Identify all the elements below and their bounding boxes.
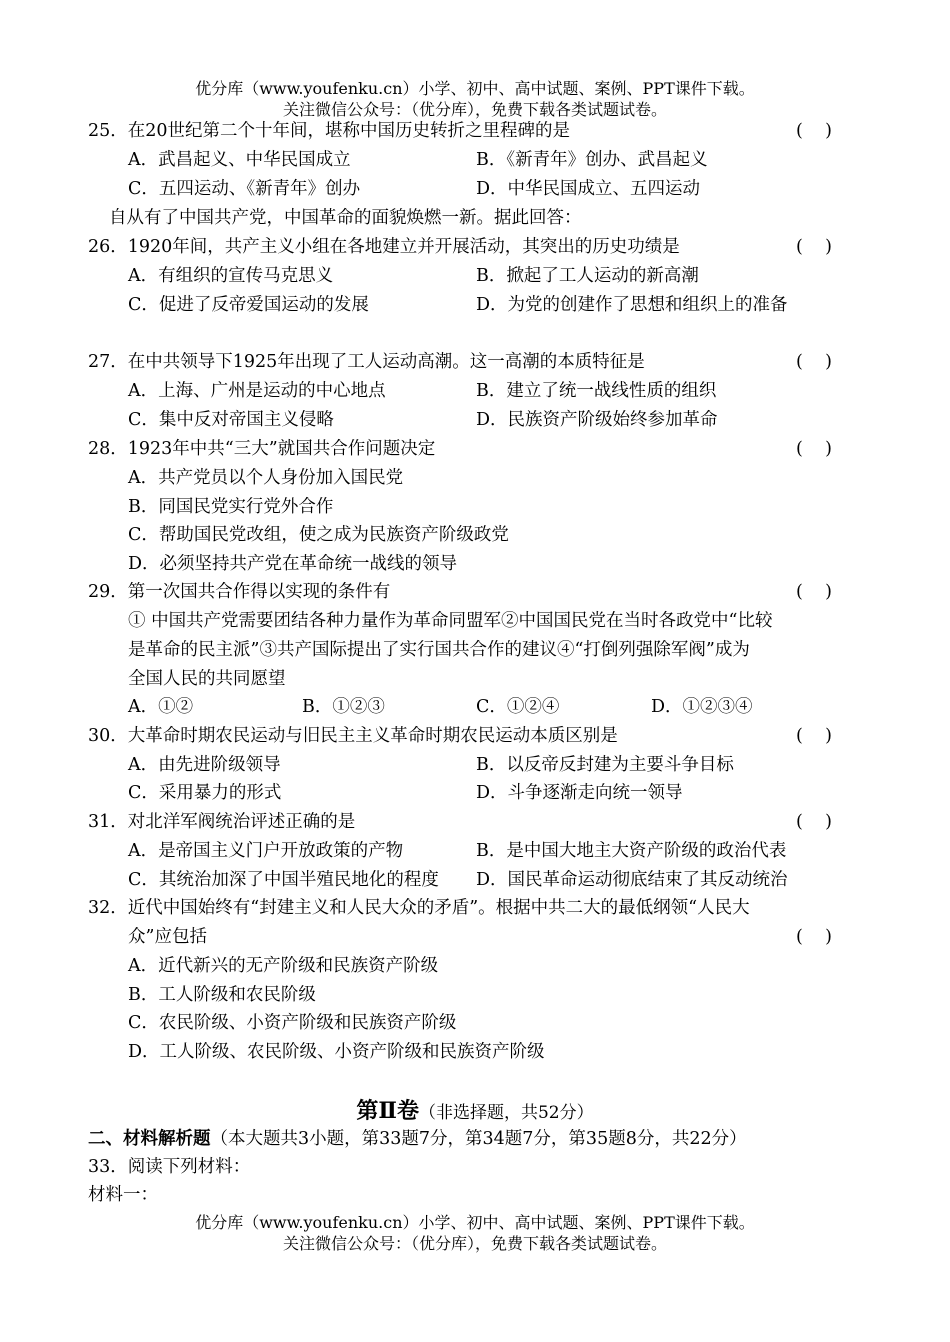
q32-stem-line-1: 32．近代中国始终有“封建主义和人民大众的矛盾”。根据中共二大的最低纲领“人民大 bbox=[88, 898, 750, 918]
q28-option-b: B．同国民党实行党外合作 bbox=[128, 497, 334, 517]
footer-line-1: 优分库（www.youfenku.cn）小学、初中、高中试题、案例、PPT课件下载。 bbox=[195, 1213, 755, 1232]
answer-paren: ( ) bbox=[796, 812, 832, 832]
q28-option-d: D．必须坚持共产党在革命统一战线的领导 bbox=[128, 554, 458, 574]
part-two-label: 第Ⅱ卷 bbox=[356, 1098, 419, 1124]
q31-stem: 31．对北洋军阀统治评述正确的是 bbox=[88, 812, 356, 832]
section-two-heading bbox=[88, 1125, 747, 1154]
page-header bbox=[0, 78, 950, 120]
part-two-subtitle: （非选择题，共52分） bbox=[418, 1103, 594, 1123]
q25-option-d: D．中华民国成立、五四运动 bbox=[476, 179, 701, 199]
answer-paren: ( ) bbox=[796, 439, 832, 459]
q26-stem: 26．1920年间，共产主义小组在各地建立并开展活动，其突出的历史功绩是 bbox=[88, 237, 680, 257]
q28-option-c: C．帮助国民党改组，使之成为民族资产阶级政党 bbox=[128, 525, 509, 545]
q29-condition-line-3: 全国人民的共同愿望 bbox=[128, 669, 286, 689]
q28-stem: 28．1923年中共“三大”就国共合作问题决定 bbox=[88, 439, 436, 459]
q30-option-b: B．以反帝反封建为主要斗争目标 bbox=[476, 755, 734, 775]
q28-option-a: A．共产党员以个人身份加入国民党 bbox=[128, 468, 404, 488]
q31-option-a: A．是帝国主义门户开放政策的产物 bbox=[128, 841, 404, 861]
section-two-label: 二、材料解析题 bbox=[88, 1129, 211, 1149]
q26-option-b: B．掀起了工人运动的新高潮 bbox=[476, 266, 699, 286]
answer-paren: ( ) bbox=[796, 121, 832, 141]
answer-paren: ( ) bbox=[796, 726, 832, 746]
answer-paren: ( ) bbox=[796, 352, 832, 372]
q32-option-d: D．工人阶级、农民阶级、小资产阶级和民族资产阶级 bbox=[128, 1042, 545, 1062]
q25-option-a: A．武昌起义、中华民国成立 bbox=[128, 150, 351, 170]
q31-option-d: D．国民革命运动彻底结束了其反动统治 bbox=[476, 870, 788, 890]
q27-option-b: B．建立了统一战线性质的组织 bbox=[476, 381, 717, 401]
page-footer bbox=[0, 1212, 950, 1254]
q29-stem: 29．第一次国共合作得以实现的条件有 bbox=[88, 582, 391, 602]
q29-option-b: B．①②③ bbox=[302, 697, 385, 717]
section-intro: 自从有了中国共产党，中国革命的面貌焕燃一新。据此回答： bbox=[109, 208, 582, 228]
header-line-2: 关注微信公众号：（优分库），免费下载各类试题试卷。 bbox=[282, 100, 667, 119]
q29-condition-line-2: 是革命的民主派”③共产国际提出了实行国共合作的建议④“打倒列强除军阀”成为 bbox=[128, 640, 750, 660]
q29-option-c: C．①②④ bbox=[476, 697, 560, 717]
q27-option-d: D．民族资产阶级始终参加革命 bbox=[476, 410, 718, 430]
q32-option-c: C．农民阶级、小资产阶级和民族资产阶级 bbox=[128, 1013, 457, 1033]
header-line-1: 优分库（www.youfenku.cn）小学、初中、高中试题、案例、PPT课件下载。 bbox=[195, 79, 755, 98]
answer-paren: ( ) bbox=[796, 927, 832, 947]
q25-stem: 25．在20世纪第二个十年间，堪称中国历史转折之里程碑的是 bbox=[88, 121, 571, 141]
q30-option-d: D．斗争逐渐走向统一领导 bbox=[476, 783, 683, 803]
q29-option-a: A．①② bbox=[128, 697, 194, 717]
q31-option-b: B．是中国大地主大资产阶级的政治代表 bbox=[476, 841, 787, 861]
answer-paren: ( ) bbox=[796, 237, 832, 257]
q25-option-b: B．《新青年》创办、武昌起义 bbox=[476, 150, 708, 170]
q30-option-a: A．由先进阶级领导 bbox=[128, 755, 281, 775]
q26-option-c: C．促进了反帝爱国运动的发展 bbox=[128, 295, 369, 315]
q26-option-d: D．为党的创建作了思想和组织上的准备 bbox=[476, 295, 788, 315]
q32-option-b: B．工人阶级和农民阶级 bbox=[128, 985, 316, 1005]
part-two-title bbox=[0, 1094, 950, 1125]
q30-option-c: C．采用暴力的形式 bbox=[128, 783, 282, 803]
q27-stem: 27．在中共领导下1925年出现了工人运动高潮。这一高潮的本质特征是 bbox=[88, 352, 645, 372]
q32-stem-line-2: 众”应包括 bbox=[128, 927, 207, 947]
answer-paren: ( ) bbox=[796, 582, 832, 602]
q26-option-a: A．有组织的宣传马克思义 bbox=[128, 266, 334, 286]
q30-stem: 30．大革命时期农民运动与旧民主主义革命时期农民运动本质区别是 bbox=[88, 726, 618, 746]
q25-option-c: C．五四运动、《新青年》创办 bbox=[128, 179, 361, 199]
section-two-description: （本大题共3小题，第33题7分，第34题7分，第35题8分，共22分） bbox=[210, 1129, 747, 1149]
q29-option-d: D．①②③④ bbox=[651, 697, 753, 717]
material-one-label: 材料一： bbox=[88, 1185, 158, 1205]
q33-stem: 33．阅读下列材料： bbox=[88, 1157, 251, 1177]
q29-condition-line-1: ① 中国共产党需要团结各种力量作为革命同盟军②中国国民党在当时各政党中“比较 bbox=[128, 611, 773, 631]
q27-option-a: A．上海、广州是运动的中心地点 bbox=[128, 381, 386, 401]
q27-option-c: C．集中反对帝国主义侵略 bbox=[128, 410, 334, 430]
q31-option-c: C．其统治加深了中国半殖民地化的程度 bbox=[128, 870, 439, 890]
footer-line-2: 关注微信公众号：（优分库），免费下载各类试题试卷。 bbox=[282, 1234, 667, 1253]
q32-option-a: A．近代新兴的无产阶级和民族资产阶级 bbox=[128, 956, 439, 976]
